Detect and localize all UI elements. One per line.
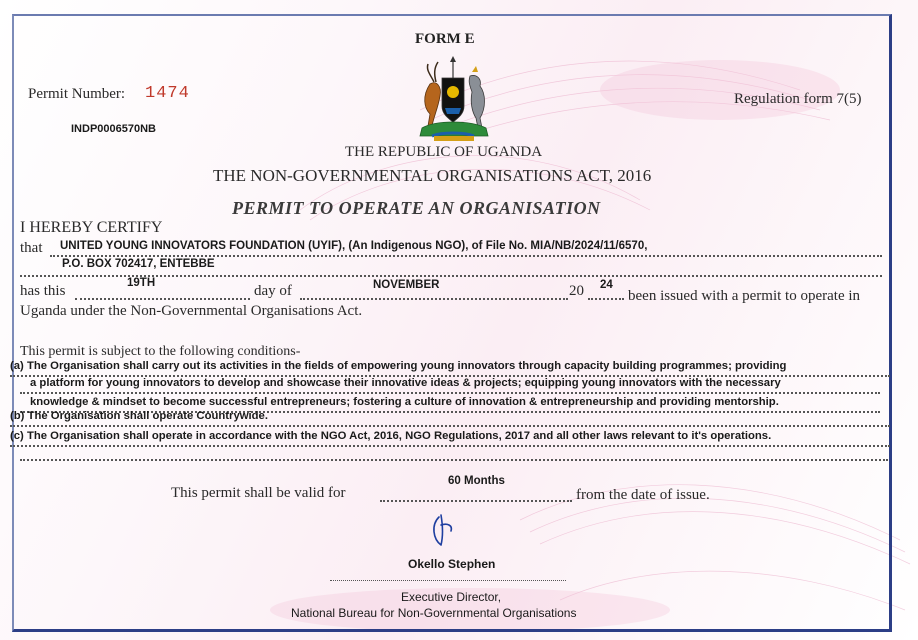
issue-year: 24 bbox=[600, 279, 613, 291]
month-dotted-line bbox=[300, 298, 568, 300]
regulation-form: Regulation form 7(5) bbox=[734, 91, 862, 107]
validity-prefix: This permit shall be valid for bbox=[171, 485, 346, 501]
condition-a-line3: knowledge & mindset to become successful entrepreneurs; fostering a culture of innovation & entrepreneurship and providing mentorship. bbox=[30, 396, 779, 408]
signatory-office: National Bureau for Non-Governmental Organisations bbox=[291, 606, 577, 620]
coat-of-arms-icon bbox=[412, 56, 494, 142]
organisation-dotted-line bbox=[50, 255, 882, 257]
republic-heading: THE REPUBLIC OF UGANDA bbox=[345, 144, 543, 160]
day-of-label: day of bbox=[254, 283, 292, 299]
condition-b-dots bbox=[10, 425, 890, 427]
issue-month: NOVEMBER bbox=[373, 279, 440, 291]
condition-a-line2-dots bbox=[20, 392, 880, 394]
uganda-text: Uganda under the Non-Governmental Organisations Act. bbox=[20, 303, 363, 319]
condition-a-line2: a platform for young innovators to develop and showcase their innovative ideas & projects; equipping young innovators with the necessary bbox=[30, 377, 781, 389]
issued-text: been issued with a permit to operate in bbox=[628, 288, 861, 304]
permit-title: PERMIT TO OPERATE AN ORGANISATION bbox=[232, 198, 601, 218]
conditions-extra-dots bbox=[20, 459, 888, 461]
day-dotted-line bbox=[75, 298, 250, 300]
act-heading: THE NON-GOVERNMENTAL ORGANISATIONS ACT, 2016 bbox=[213, 166, 652, 185]
signatory-name: Okello Stephen bbox=[408, 557, 496, 571]
validity-dotted-line bbox=[380, 500, 572, 502]
issue-day: 19TH bbox=[127, 277, 156, 289]
form-title: FORM E bbox=[415, 31, 475, 47]
condition-b: (b) The Organisation shall operate Countrywide. bbox=[10, 410, 268, 422]
condition-c-dots bbox=[10, 445, 890, 447]
condition-c: (c) The Organisation shall operate in accordance with the NGO Act, 2016, NGO Regulations, 2017 and all other laws relevant to it's operations. bbox=[10, 430, 772, 442]
permit-number-label: Permit Number: bbox=[28, 86, 126, 102]
signature-dotted-line bbox=[330, 580, 566, 581]
organisation-name: UNITED YOUNG INNOVATORS FOUNDATION (UYIF), (An Indigenous NGO), of File No. MIA/NB/2024/11/6570, bbox=[60, 240, 648, 252]
year-prefix: 20 bbox=[569, 283, 584, 299]
signatory-title: Executive Director, bbox=[401, 590, 502, 604]
year-dotted-line bbox=[588, 298, 624, 300]
conditions-intro: This permit is subject to the following conditions- bbox=[20, 344, 301, 359]
permit-number: 1474 bbox=[145, 84, 190, 103]
validity-suffix: from the date of issue. bbox=[576, 487, 710, 503]
organisation-address: P.O. BOX 702417, ENTEBBE bbox=[62, 258, 215, 270]
condition-a-line1: (a) The Organisation shall carry out its activities in the fields of empowering young innovators through capacity building programmes; providing bbox=[10, 360, 787, 372]
signature-icon bbox=[425, 511, 465, 549]
registration-code: INDP0006570NB bbox=[71, 123, 156, 135]
validity-duration: 60 Months bbox=[448, 475, 505, 487]
has-this-label: has this bbox=[20, 283, 66, 299]
certify-text: I HEREBY CERTIFY bbox=[20, 219, 163, 236]
that-label: that bbox=[20, 240, 43, 256]
